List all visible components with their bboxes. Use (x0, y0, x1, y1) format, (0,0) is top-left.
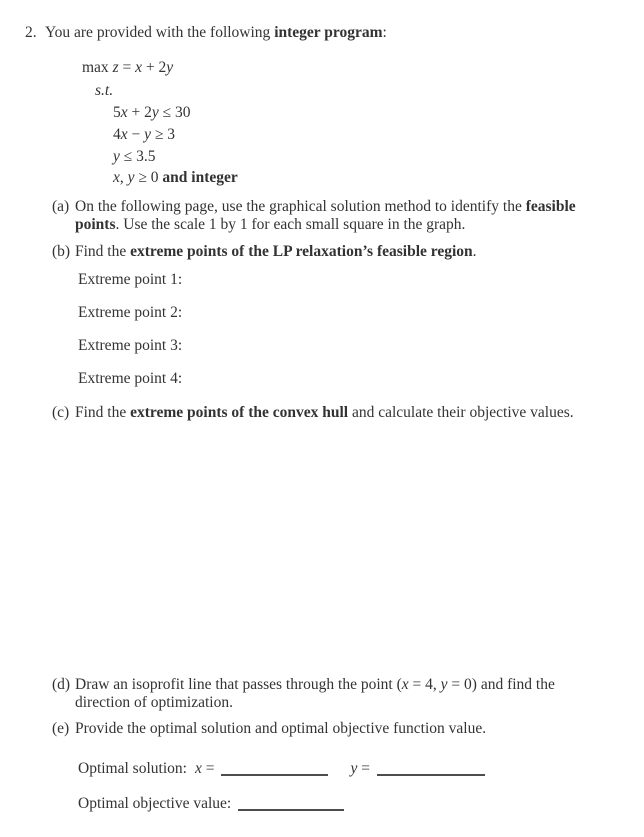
x-answer-blank (221, 762, 328, 776)
extreme-point-2-label: Extreme point 2: (78, 304, 183, 321)
y-answer-blank (377, 762, 485, 776)
extreme-point-3-label: Extreme point 3: (78, 337, 183, 354)
part-d-post: and find the direction of optimization. (75, 676, 555, 711)
constraint-nonnegativity (113, 169, 238, 187)
problem-intro-bold: integer program (274, 24, 383, 41)
subject-to-label: s.t. (95, 82, 114, 99)
part-c-bold: extreme points of the convex hull (130, 404, 349, 421)
integer-requirement: and integer (162, 169, 238, 186)
part-d-text (75, 676, 598, 712)
part-c-post: and calculate their objective values. (348, 404, 574, 421)
problem-intro (45, 24, 620, 42)
extreme-point-1-label: Extreme point 1: (78, 271, 183, 288)
objective-function (82, 59, 173, 77)
part-a-bold: feasible points (75, 198, 576, 233)
part-d-point-math: (x = 4, y = 0) (396, 676, 477, 693)
problem-intro-pre: You are provided with the following (45, 24, 275, 41)
part-b-post: . (472, 243, 477, 260)
part-b-label: (b) (52, 243, 71, 260)
x-equals-label: x = (194, 760, 215, 777)
part-c (52, 404, 598, 422)
part-b-text (75, 243, 598, 261)
part-a (52, 198, 598, 234)
part-b-pre: Find the (75, 243, 131, 260)
part-a-pre: On the following page, use the graphical solution method to identify the (75, 198, 526, 215)
problem-intro-post: : (382, 24, 387, 41)
optimal-objective-label: Optimal objective value: (78, 795, 232, 812)
problem-heading (25, 24, 620, 42)
constraint-3: y ≤ 3.5 (113, 148, 156, 165)
extreme-point-4-label: Extreme point 4: (78, 370, 183, 387)
part-e-text: Provide the optimal solution and optimal objective function value. (75, 720, 487, 737)
part-e-label: (e) (52, 720, 70, 737)
objective-keyword: max (82, 59, 109, 76)
part-c-pre: Find the (75, 404, 131, 421)
optimal-solution-label: Optimal solution: (78, 760, 187, 777)
objective-answer-blank (238, 797, 344, 811)
part-d-label: (d) (52, 676, 71, 693)
part-c-text (75, 404, 598, 422)
part-b (52, 243, 598, 261)
part-d (52, 676, 598, 712)
optimal-objective-line (78, 795, 344, 813)
part-a-text (75, 198, 598, 234)
nonneg-expression: x, y ≥ 0 (113, 169, 159, 186)
part-a-post: . Use the scale 1 by 1 for each small square in the graph. (115, 216, 466, 233)
optimal-solution-line (78, 760, 485, 778)
problem-number: 2. (25, 24, 37, 41)
y-equals-label: y = (350, 760, 370, 777)
part-b-bold: extreme points of the LP relaxation’s feasible region (130, 243, 473, 260)
constraint-2: 4x − y ≥ 3 (113, 126, 176, 143)
part-e (52, 720, 598, 738)
part-d-pre: Draw an isoprofit line that passes through the point (75, 676, 397, 693)
part-c-label: (c) (52, 404, 70, 421)
constraint-1: 5x + 2y ≤ 30 (113, 104, 191, 121)
objective-expression: z = x + 2y (112, 59, 174, 76)
part-a-label: (a) (52, 198, 70, 215)
